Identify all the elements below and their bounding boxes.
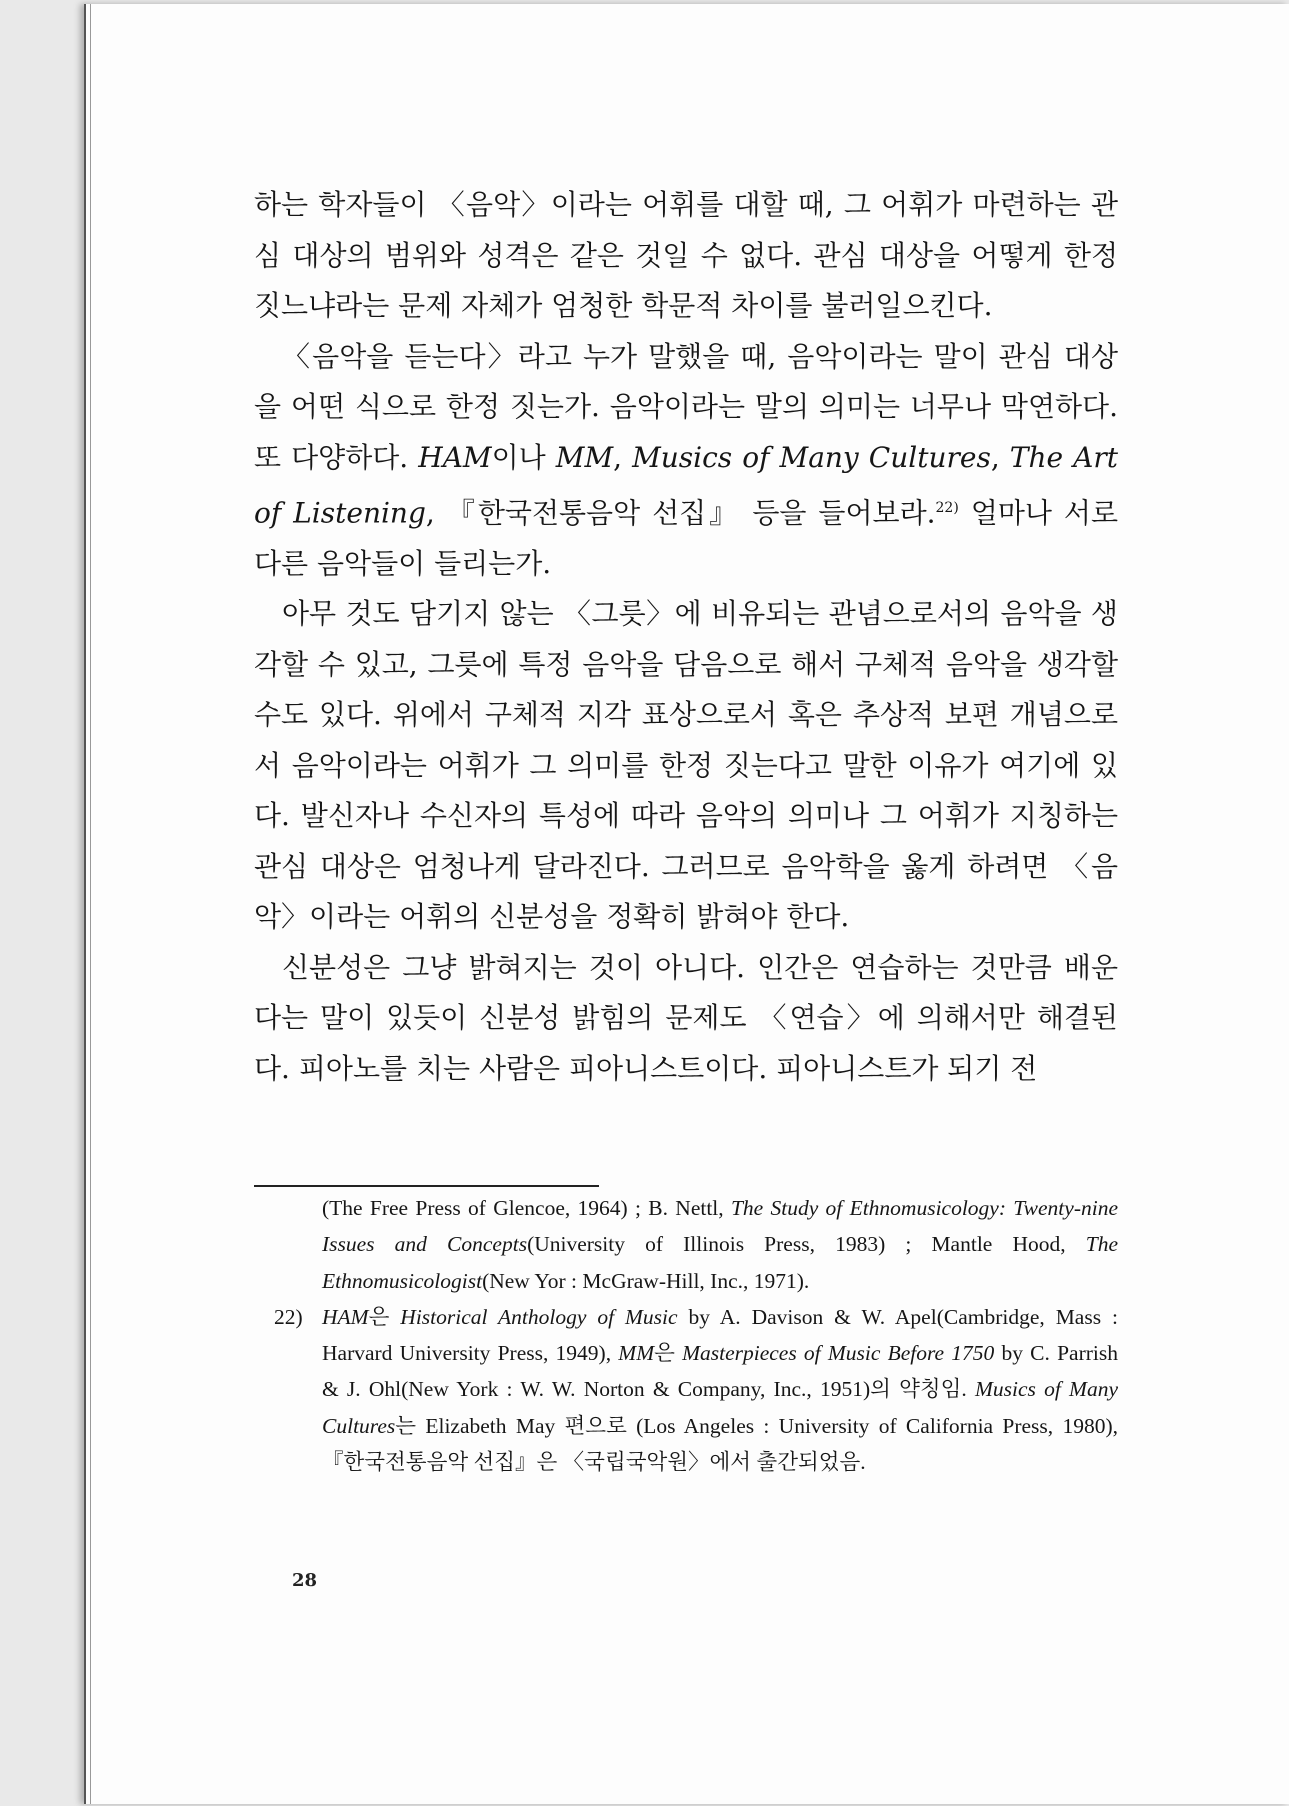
paragraph-1: 하는 학자들이 〈음악〉이라는 어휘를 대할 때, 그 어휘가 마련하는 관심 대상의 범위와 성격은 같은 것일 수 없다. 관심 대상을 어떻게 한정 짓느냐라는 문제 자체가 엄청한 학문적 차이를 불러일으킨다.: [254, 188, 1118, 322]
page-number: 28: [292, 1570, 318, 1591]
ham-abbrev: HAM: [418, 440, 492, 474]
paragraph-4: 신분성은 그냥 밝혀지는 것이 아니다. 인간은 연습하는 것만큼 배운다는 말이 있듯이 신분성 밝힘의 문제도 〈연습〉에 의해서만 해결된다. 피아노를 치는 사람은 피아니스트이다. 피아니스트가 되기 전: [254, 950, 1118, 1085]
mm-abbrev: MM: [555, 440, 614, 474]
footnote-divider: [254, 1185, 599, 1187]
page-edge-line: [90, 4, 91, 1804]
paragraph-2: 〈음악을 듣는다〉라고 누가 말했을 때, 음악이라는 말이 관심 대상을 어떤 식으로 한정 짓는가. 음악이라는 말의 의미는 너무나 막연하다. 또 다양하다. HAM이나 MM, Musics of Many Cultures, The Art of Listening, 『한국전통음악 선집』 등을 들어보라.$^{22)}$ 얼마나 서로 다른 음악들이 들리는가.: [254, 339, 1118, 580]
footnote-number: 22): [274, 1304, 303, 1329]
paragraph-3: 아무 것도 담기지 않는 〈그릇〉에 비유되는 관념으로서의 음악을 생각할 수 있고, 그릇에 특정 음악을 담음으로 해서 구체적 음악을 생각할 수도 있다. 위에서 구체적 지각 표상으로서 혹은 추상적 보편 개념으로서 음악이라는 어휘가 그 의미를 한정 짓는다고 말한 이유가 여기에 있다. 발신자나 수신자의 특성에 따라 음악의 의미나 그 어휘가 지칭하는 관심 대상은 엄청나게 달라진다. 그러므로 음악학을 옳게 하려면 〈음악〉이라는 어휘의 신분성을 정확히 밝혀야 한다.: [254, 597, 1118, 934]
body-text: [254, 180, 1118, 1094]
art-title: The Art of Listening: [254, 440, 1118, 530]
musics-title: Musics of Many Cultures: [632, 440, 991, 474]
footnote-22: 22) HAM은 Historical Anthology of Music by A. Davison & W. Apel(Cambridge, Mass : Harvard University Press, 1949), MM은 Masterpieces of Music Before 1750 by C. Parrish & J. Ohl(New York : W. W. Norton & Company, Inc., 1951)의 약칭임. Musics of Many Cultures는 Elizabeth May 편으로 (Los Angeles : University of California Press, 1980), 『한국전통음악 선집』은 〈국립국악원〉에서 출간되었음.: [274, 1299, 1118, 1480]
footnote-continued: (The Free Press of Glencoe, 1964) ; B. Nettl, The Study of Ethnomusicology: Twenty-nine Issues and Concepts(University of Illinois Press, 1983) ; Mantle Hood, The Ethnomusicologist(New Yor : McGraw-Hill, Inc., 1971).: [322, 1196, 1118, 1293]
footnote-ref-22[interactable]: 22): [935, 500, 959, 516]
footnotes: [274, 1190, 1118, 1480]
para2-ham-prefix: [408, 441, 418, 474]
